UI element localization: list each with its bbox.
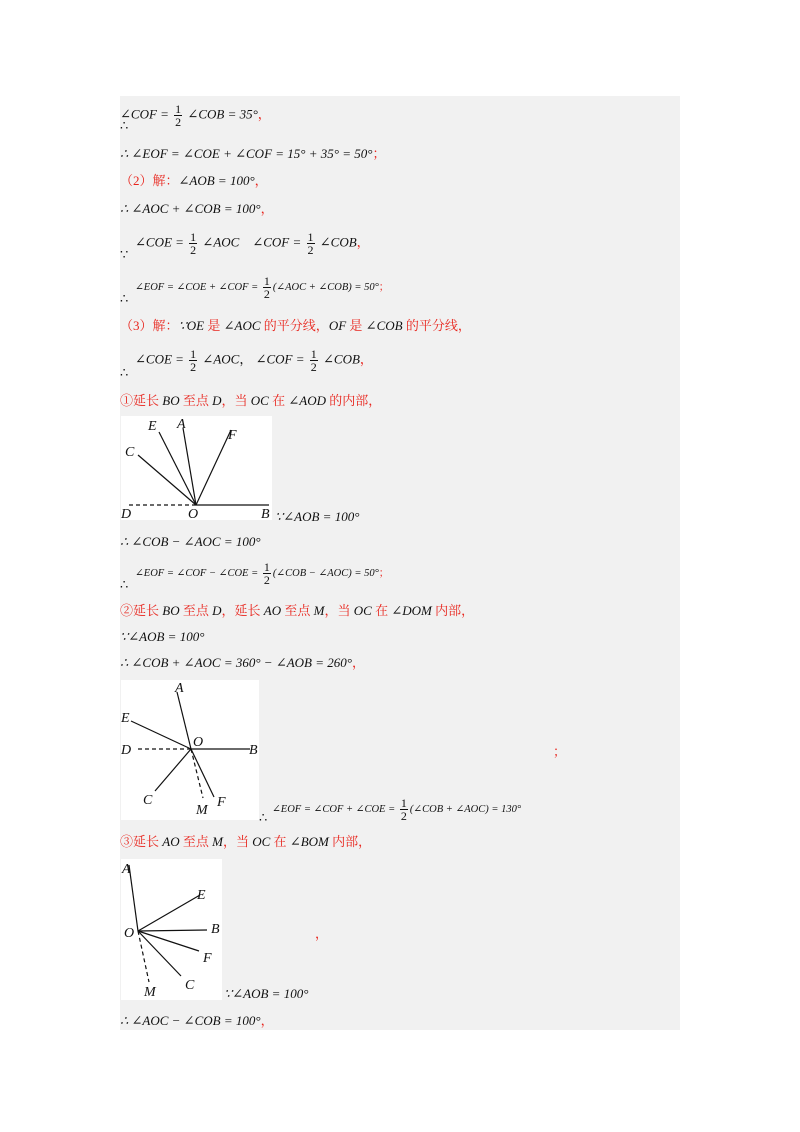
point-label: C [125,445,135,460]
point-label: O [193,735,204,750]
ray-oe [131,721,191,749]
therefore-symbol: ∴ [120,118,129,133]
point-label: E [197,888,206,903]
point-label: C [143,793,153,808]
point-label: E [121,711,130,726]
line-reflex-sum: ∴ ∠COB + ∠AOC = 360° − ∠AOB = 260°， [120,655,365,670]
therefore-symbol: ∴ [120,291,129,306]
point-label: A [175,681,184,696]
part3-heading: （3）解：∵OE 是 ∠AOC 的平分线，OF 是 ∠COB 的平分线， [120,318,471,333]
line-aob-given-2: ∵∠AOB = 100° [120,629,205,644]
fraction-half: $\frac{1}{2}$ [310,347,317,374]
line-bisector-halves: ∠COE = $\frac{1}{2}$ ∠AOC ∠COF = $\frac{1}{2}$ ∠COB， [135,230,370,257]
point-label: F [217,795,226,810]
point-label: C [185,978,195,993]
figure-case2 [121,680,259,820]
point-label: A [177,417,186,432]
ray-oe [138,895,200,931]
part3-label: （3）解： [120,318,179,333]
line-eof-half-sum: ∠EOF = ∠COE + ∠COF = $\frac{1}{2}$ (∠AOC + ∠COB) = 50°； [135,274,390,301]
point-label: D [121,507,132,520]
ray-om-dashed [191,749,203,798]
point-label: B [261,507,270,520]
line-cob-minus-aoc: ∴ ∠COB − ∠AOC = 100° [120,534,261,549]
ray-of [191,749,214,797]
line-eof-sum: ∴ ∠EOF = ∠COE + ∠COF = 15° + 35° = 50°； [120,146,386,161]
line-cof: ∠COF = $\frac{1}{2}$ ∠COB = 35°， [120,102,271,129]
line-aoc-cob-sum: ∴ ∠AOC + ∠COB = 100°， [120,201,274,216]
ray-om-dashed [138,931,149,982]
fraction-half: $\frac{1}{2}$ [190,347,197,374]
fraction-half: $\frac{1}{2}$ [263,560,270,587]
fraction-half: $\frac{1}{2}$ [263,274,270,301]
point-label: B [249,743,258,758]
point-label: A [122,862,131,877]
cof-value: ∠COB = 35° [187,106,258,122]
ray-oe [159,432,196,505]
line-aoc-minus-cob: ∴ ∠AOC − ∠COB = 100°， [120,1013,274,1028]
point-label: M [144,985,156,1000]
point-label: B [211,922,220,937]
figure-case3 [121,859,222,1000]
point-label: F [228,428,237,443]
semicolon-mark: ； [553,744,567,759]
fraction-half: $\frac{1}{2}$ [175,102,182,129]
comma-mark: ， [315,926,329,941]
ray-of [196,430,231,505]
ray-oc [138,455,196,505]
line-bisector-halves-2: ∠COE = $\frac{1}{2}$ ∠AOC， ∠COF = $\frac{1}{2}$ ∠COB， [135,347,373,374]
ray-ob [138,930,207,931]
point-label: F [203,951,212,966]
line-eof-half-diff: ∠EOF = ∠COF − ∠COE = $\frac{1}{2}$ (∠COB − ∠AOC) = 50°； [135,560,390,587]
ray-oa [177,692,191,749]
line-aob-given-1: ∵∠AOB = 100° [275,509,360,524]
case1-heading: ①延长 BO 至点 D，当 OC 在 ∠AOD 的内部， [120,393,382,408]
point-label: O [188,507,199,520]
ray-oc [155,749,191,791]
line-aob-given-3: ∵∠AOB = 100° [224,986,309,1001]
case3-heading: ③延长 AO 至点 M，当 OC 在 ∠BOM 内部， [120,834,372,849]
fraction-half: $\frac{1}{2}$ [307,230,314,257]
therefore-symbol: ∴ [120,577,129,592]
point-label: E [148,419,157,434]
figure-case1 [121,416,272,520]
cof-expression: ∠COF = [120,106,169,122]
point-label: D [121,743,132,758]
point-label: M [196,803,208,818]
because-symbol: ∵ [120,247,129,262]
fraction-half: $\frac{1}{2}$ [190,230,197,257]
therefore-symbol: ∴ [120,365,129,380]
case2-heading: ②延长 BO 至点 D，延长 AO 至点 M，当 OC 在 ∠DOM 内部， [120,603,475,618]
point-label: O [124,926,135,941]
part2-label: （2）解： [120,173,179,188]
fraction-half: $\frac{1}{2}$ [400,796,407,823]
part2-heading: （2）解：∠AOB = 100°， [120,173,268,188]
therefore-symbol: ∴ [259,810,268,825]
line-eof-130: ∠EOF = ∠COF + ∠COE = $\frac{1}{2}$ (∠COB + ∠AOC) = 130° [272,796,522,823]
